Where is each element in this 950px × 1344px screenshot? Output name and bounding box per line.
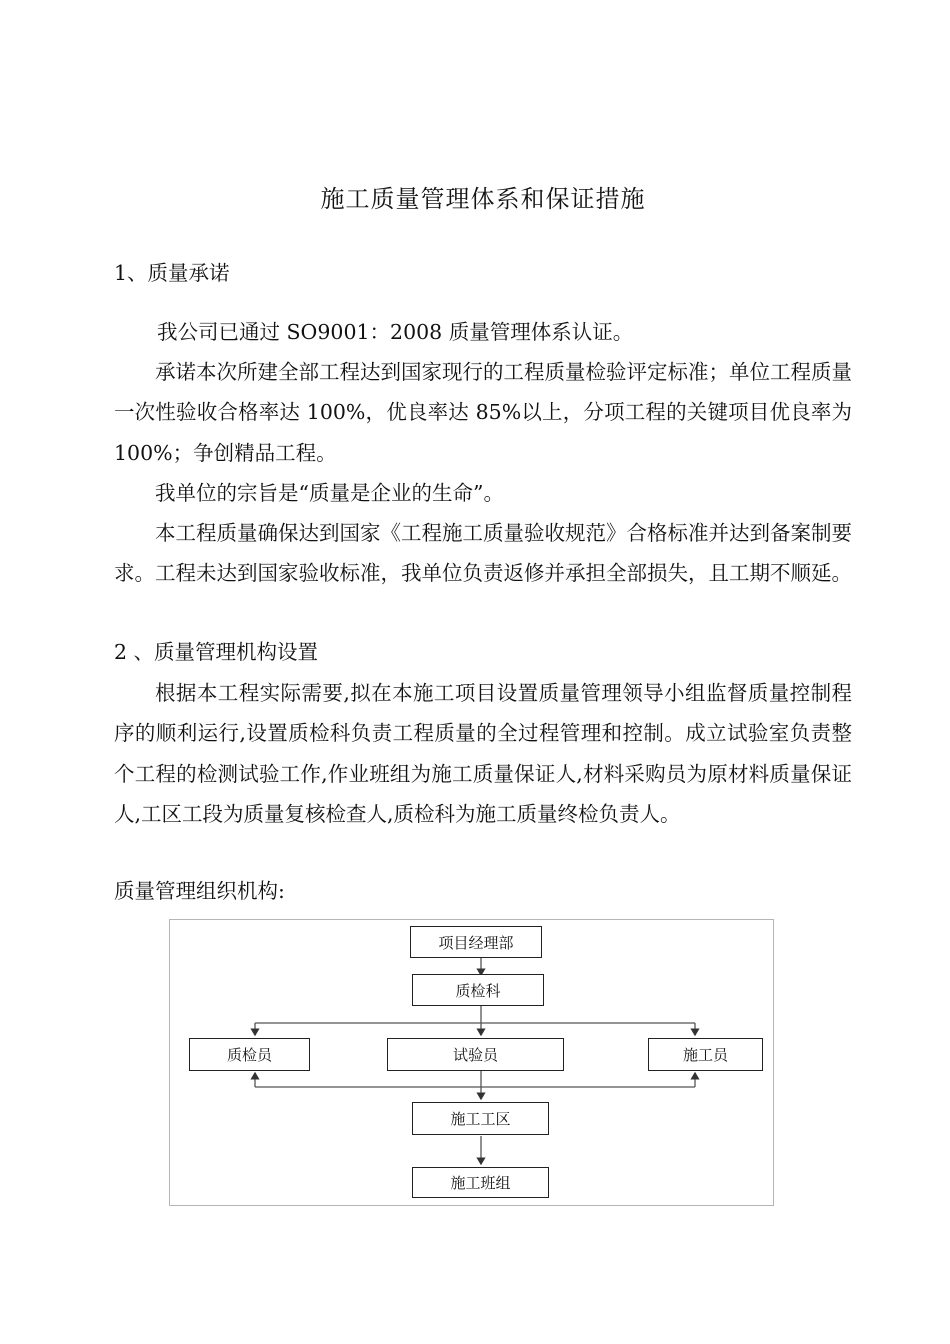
project-dept-box: 项目经理部: [410, 926, 542, 958]
work-area-box: 施工工区: [412, 1102, 549, 1135]
org-chart: [169, 919, 774, 1206]
certification-paragraph: 我公司已通过 SO9001：2008 质量管理体系认证。: [157, 320, 634, 344]
org-chart-label: 质量管理组织机构:: [114, 879, 285, 903]
section1-heading: 1、质量承诺: [114, 261, 230, 285]
constructor-box: 施工员: [648, 1038, 763, 1071]
standard-paragraph: 本工程质量确保达到国家《工程施工质量验收规范》合格标准并达到备案制要求。工程未达到国家验收标准，我单位负责返修并承担全部损失，且工期不顺延。: [114, 521, 852, 586]
inspector-box: 质检员: [189, 1038, 310, 1071]
organization-paragraph: 根据本工程实际需要,拟在本施工项目设置质量管理领导小组监督质量控制程序的顺利运行,设置质检科负责工程质量的全过程管理和控制。成立试验室负责整个工程的检测试验工作,作业班组为施工质量保证人,材料采购员为原材料质量保证人,工区工段为质量复核检查人,质检科为施工质量终检负责人。: [114, 681, 852, 826]
page-title: 施工质量管理体系和保证措施: [320, 185, 646, 213]
commitment-paragraph: 承诺本次所建全部工程达到国家现行的工程质量检验评定标准；单位工程质量一次性验收合格率达 100%，优良率达 85%以上，分项工程的关键项目优良率为 100%；争创精品工程。: [114, 360, 852, 465]
motto-paragraph: 我单位的宗旨是“质量是企业的生命”。: [155, 481, 504, 505]
section2-heading: 2 、质量管理机构设置: [114, 640, 319, 664]
work-team-box: 施工班组: [412, 1167, 549, 1198]
tester-box: 试验员: [387, 1038, 564, 1071]
qc-dept-box: 质检科: [412, 974, 544, 1006]
